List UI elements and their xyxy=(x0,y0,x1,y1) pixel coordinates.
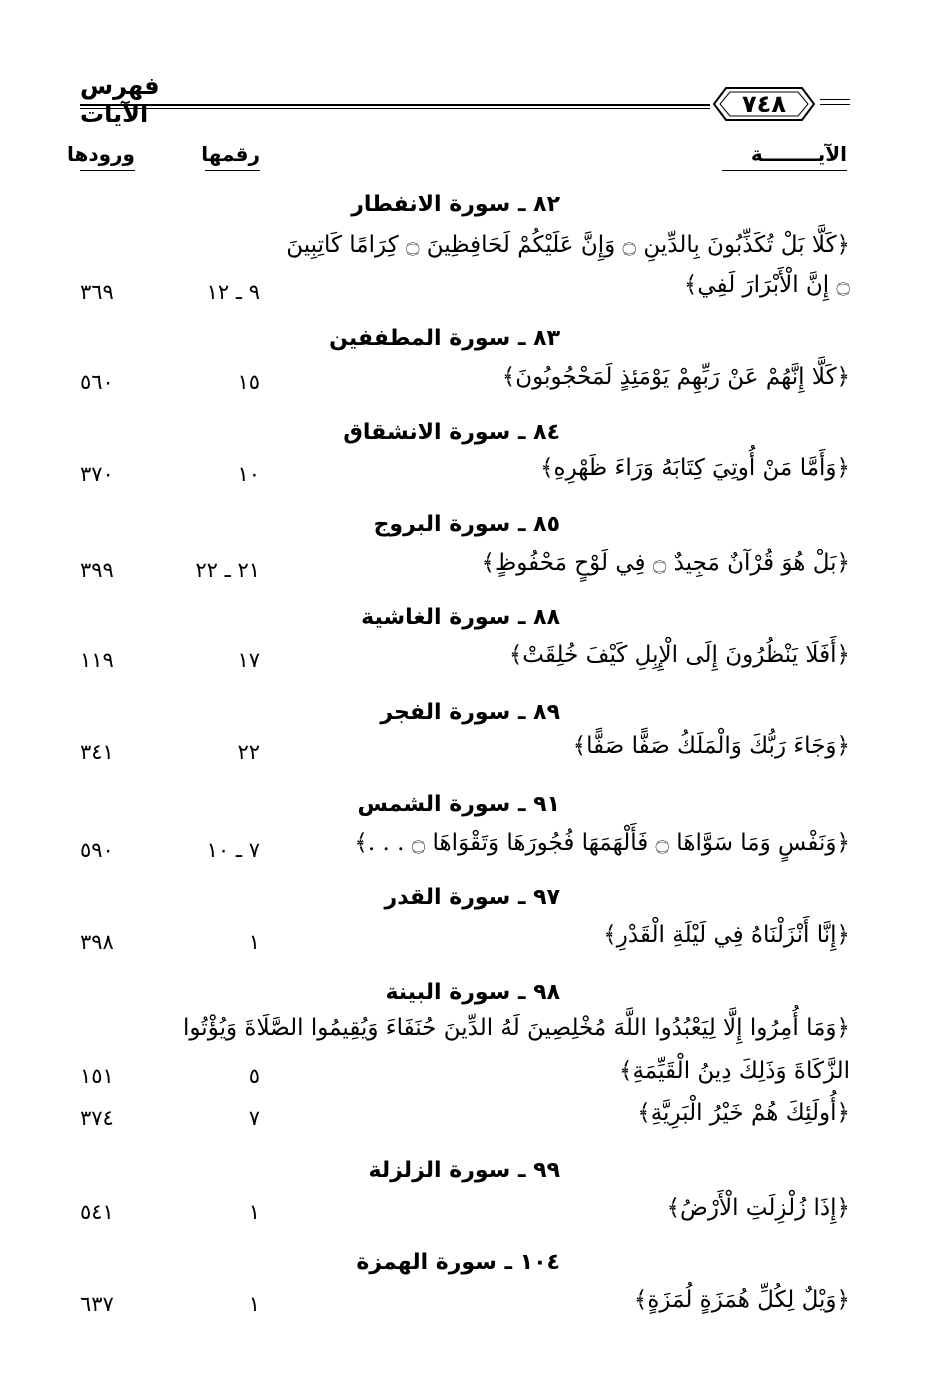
ayah-text: ﴿وَجَاءَ رَبُّكَ وَالْمَلَكُ صَفًّا صَفًّا﴾ xyxy=(572,733,850,759)
sura-heading: ٩٩ ـ سورة الزلزلة xyxy=(368,1158,560,1183)
verse-number: ٢٢ xyxy=(237,740,260,764)
column-heading-number: رقمها xyxy=(205,142,260,171)
verse-number: ١٥ xyxy=(237,370,260,394)
sura-heading: ٨٣ ـ سورة المطففين xyxy=(329,326,560,351)
verse-number: ١ xyxy=(248,1292,260,1316)
ayah-text: ﴿وَنَفْسٍ وَمَا سَوَّاهَا ۝ فَأَلْهَمَهَا فُجُورَهَا وَتَقْوَاهَا ۝ . . .﴾ xyxy=(354,830,850,856)
occurrence-page: ٥٩٠ xyxy=(80,838,114,862)
ayah-text: ﴿كَلَّا بَلْ تُكَذِّبُونَ بِالدِّينِ ۝ وَإِنَّ عَلَيْكُمْ لَحَافِظِينَ ۝ كِرَامًا كَاتِبِينَ xyxy=(286,232,850,258)
ayah-text: ﴿وَيْلٌ لِكُلِّ هُمَزَةٍ لُمَزَةٍ﴾ xyxy=(633,1287,850,1313)
occurrence-page: ٣٧٤ xyxy=(80,1106,114,1130)
ayah-text: ﴿وَأَمَّا مَنْ أُوتِيَ كِتَابَهُ وَرَاءَ ظَهْرِهِ﴾ xyxy=(540,455,850,481)
ayah-text: ﴿إِذَا زُلْزِلَتِ الْأَرْضُ﴾ xyxy=(666,1195,850,1221)
sura-heading: ٨٤ ـ سورة الانشقاق xyxy=(343,420,560,445)
verse-number: ٥ xyxy=(248,1064,260,1088)
sura-heading: ٩٨ ـ سورة البينة xyxy=(385,980,560,1005)
occurrence-page: ٣٩٨ xyxy=(80,930,114,954)
verse-number: ١ xyxy=(248,1200,260,1224)
sura-heading: ٨٩ ـ سورة الفجر xyxy=(380,700,560,725)
sura-heading: ٨٥ ـ سورة البروج xyxy=(373,512,560,537)
ayah-text: ۝ إِنَّ الْأَبْرَارَ لَفِي﴾ xyxy=(683,272,850,298)
header-rule-thin xyxy=(80,108,710,109)
verse-number: ٢١ ـ ٢٢ xyxy=(195,558,260,582)
sura-heading: ٩٧ ـ سورة القدر xyxy=(384,885,560,910)
verse-number: ٩ ـ ١٢ xyxy=(206,280,260,304)
page-number-frame xyxy=(712,86,816,122)
ayah-text: ﴿بَلْ هُوَ قُرْآنٌ مَجِيدٌ ۝ فِي لَوْحٍ مَحْفُوظٍ﴾ xyxy=(481,550,850,576)
page-number: ٧٤٨ xyxy=(742,90,786,118)
ayah-text: ﴿أُولَئِكَ هُمْ خَيْرُ الْبَرِيَّةِ﴾ xyxy=(637,1100,850,1126)
verse-number: ١٠ xyxy=(237,462,260,486)
header-rule xyxy=(80,104,710,106)
verse-number: ١ xyxy=(248,930,260,954)
sura-heading: ٨٨ ـ سورة الغاشية xyxy=(361,605,560,630)
header-rule-right-thin xyxy=(820,104,850,105)
sura-heading: ١٠٤ ـ سورة الهمزة xyxy=(356,1250,560,1275)
occurrence-page: ٦٣٧ xyxy=(80,1292,114,1316)
column-heading-ayah: الآيــــــــة xyxy=(722,142,847,171)
ayah-text: الزَّكَاةَ وَذَلِكَ دِينُ الْقَيِّمَةِ﴾ xyxy=(619,1058,850,1084)
header-rule-right xyxy=(820,99,850,100)
occurrence-page: ٣٩٩ xyxy=(80,558,114,582)
occurrence-page: ٣٦٩ xyxy=(80,280,114,304)
ayah-text: ﴿كَلَّا إِنَّهُمْ عَنْ رَبِّهِمْ يَوْمَئِذٍ لَمَحْجُوبُونَ﴾ xyxy=(501,364,850,390)
column-heading-occurrence: ورودها xyxy=(80,142,135,171)
occurrence-page: ٥٦٠ xyxy=(80,370,114,394)
ayah-text: ﴿إِنَّا أَنْزَلْنَاهُ فِي لَيْلَةِ الْقَدْرِ﴾ xyxy=(603,922,850,948)
occurrence-page: ٥٤١ xyxy=(80,1200,114,1224)
verse-number: ١٧ xyxy=(237,648,260,672)
ayah-text: ﴿وَمَا أُمِرُوا إِلَّا لِيَعْبُدُوا اللَّهَ مُخْلِصِينَ لَهُ الدِّينَ حُنَفَاءَ وَيُقِيمُوا الصَّلَاةَ وَيُؤْتُوا xyxy=(183,1015,850,1041)
occurrence-page: ٣٧٠ xyxy=(80,462,114,486)
occurrence-page: ٣٤١ xyxy=(80,740,114,764)
verse-number: ٧ xyxy=(248,1106,260,1130)
running-title: فهرس الآيات xyxy=(80,72,160,128)
ayah-text: ﴿أَفَلَا يَنْظُرُونَ إِلَى الْإِبِلِ كَيْفَ خُلِقَتْ﴾ xyxy=(508,642,850,668)
sura-heading: ٨٢ ـ سورة الانفطار xyxy=(351,192,560,217)
sura-heading: ٩١ ـ سورة الشمس xyxy=(357,792,560,817)
verse-number: ٧ ـ ١٠ xyxy=(206,838,260,862)
occurrence-page: ١١٩ xyxy=(80,648,114,672)
occurrence-page: ١٥١ xyxy=(80,1064,114,1088)
